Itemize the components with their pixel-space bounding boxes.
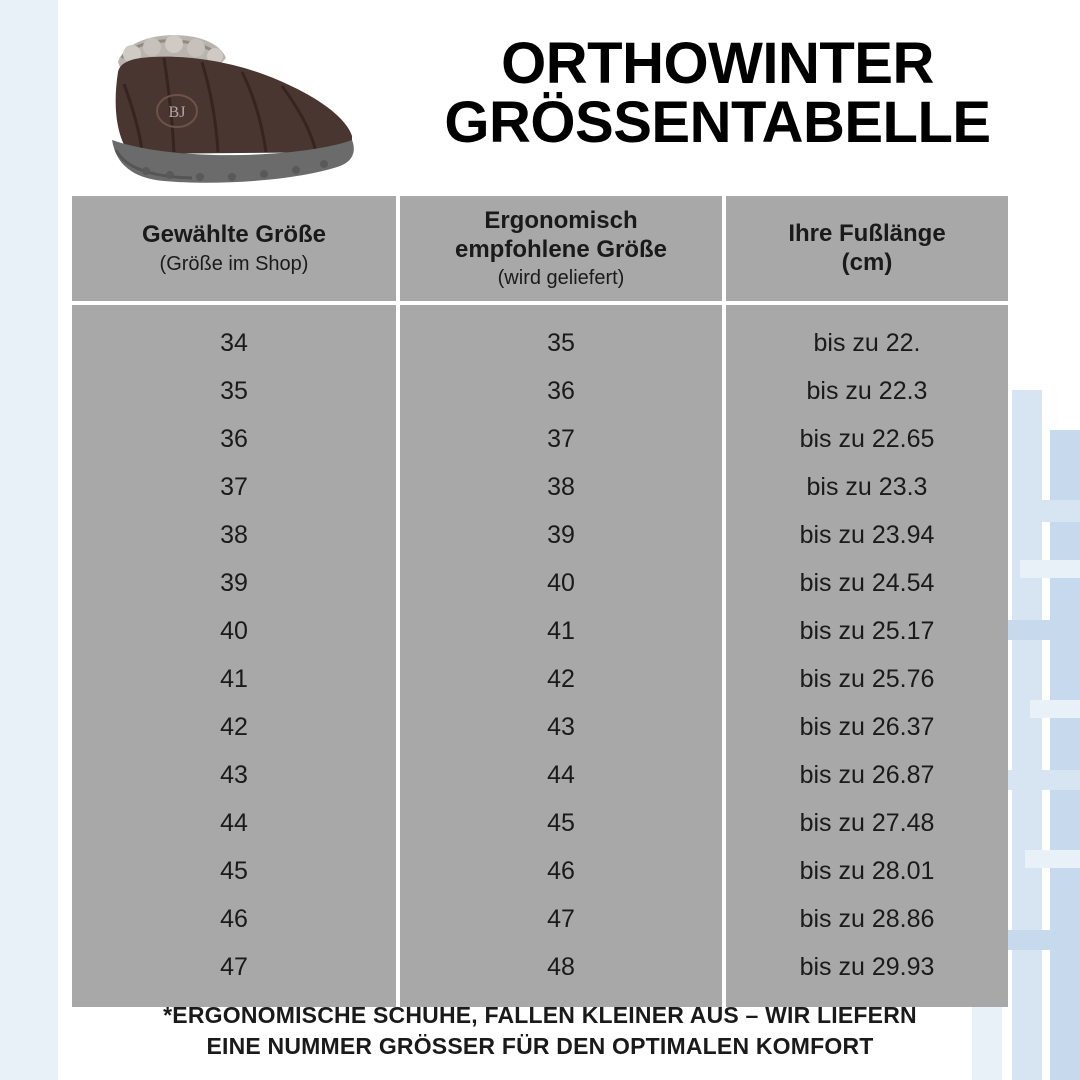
cell-foot-length: bis zu 26.87 [799, 761, 935, 789]
cell-foot-length: bis zu 22.3 [806, 377, 928, 405]
size-table [72, 196, 1008, 1007]
cell-shop-size: 34 [220, 329, 248, 357]
column-header-main-line2: empfohlene Größe [454, 235, 668, 263]
table-header-row [72, 196, 1008, 301]
column-header-sub: (wird geliefert) [497, 266, 625, 289]
cell-shop-size: 46 [220, 905, 248, 933]
cell-shop-size: 43 [220, 761, 248, 789]
column-header-recommended-size [398, 196, 724, 301]
cell-foot-length: bis zu 23.94 [799, 521, 935, 549]
cell-shop-size: 38 [220, 521, 248, 549]
cell-foot-length: bis zu 22.65 [799, 425, 935, 453]
cell-shop-size: 47 [220, 953, 248, 981]
column-delivered-sizes [398, 305, 724, 1007]
shop-size-list [72, 305, 396, 1007]
svg-text:BJ: BJ [168, 104, 186, 121]
page-header [0, 0, 1080, 196]
footer-note [0, 1000, 1080, 1062]
column-header-sub-unit: (cm) [841, 248, 893, 276]
cell-foot-length: bis zu 23.3 [806, 473, 928, 501]
cell-delivered-size: 48 [547, 953, 575, 981]
cell-delivered-size: 39 [547, 521, 575, 549]
column-header-foot-length [724, 196, 1008, 301]
title-line-2: GRÖSSENTABELLE [444, 90, 991, 156]
cell-delivered-size: 36 [547, 377, 575, 405]
column-foot-lengths [724, 305, 1008, 1007]
cell-delivered-size: 35 [547, 329, 575, 357]
cell-delivered-size: 47 [547, 905, 575, 933]
cell-delivered-size: 46 [547, 857, 575, 885]
cell-foot-length: bis zu 22. [813, 329, 921, 357]
column-header-main-line1: Ergonomisch [484, 207, 638, 235]
column-header-sub: (Größe im Shop) [159, 252, 309, 275]
cell-delivered-size: 44 [547, 761, 575, 789]
cell-delivered-size: 37 [547, 425, 575, 453]
cell-shop-size: 39 [220, 569, 248, 597]
cell-shop-size: 41 [220, 665, 248, 693]
cell-delivered-size: 43 [547, 713, 575, 741]
cell-foot-length: bis zu 28.86 [799, 905, 935, 933]
cell-foot-length: bis zu 25.76 [799, 665, 935, 693]
cell-foot-length: bis zu 28.01 [799, 857, 935, 885]
table-body-row [72, 305, 1008, 1007]
cell-shop-size: 36 [220, 425, 248, 453]
column-shop-sizes [72, 305, 398, 1007]
cell-shop-size: 37 [220, 473, 248, 501]
column-header-shop-size [72, 196, 398, 301]
foot-length-list [726, 305, 1008, 1007]
cell-shop-size: 42 [220, 713, 248, 741]
cell-foot-length: bis zu 25.17 [799, 617, 935, 645]
product-photo [60, 14, 360, 194]
column-header-main: Ihre Fußlänge [788, 220, 946, 248]
cell-foot-length: bis zu 26.37 [799, 713, 935, 741]
cell-shop-size: 44 [220, 809, 248, 837]
cell-delivered-size: 38 [547, 473, 575, 501]
title-line-1: ORTHOWINTER [501, 31, 934, 96]
cell-shop-size: 40 [220, 617, 248, 645]
cell-shop-size: 35 [220, 377, 248, 405]
cell-delivered-size: 42 [547, 665, 575, 693]
cell-delivered-size: 40 [547, 569, 575, 597]
footer-line-2: EINE NUMMER GRÖSSER FÜR DEN OPTIMALEN KOMFORT [206, 1033, 874, 1060]
delivered-size-list [400, 305, 722, 1007]
cell-foot-length: bis zu 24.54 [799, 569, 935, 597]
page-title [395, 31, 1040, 156]
cell-foot-length: bis zu 29.93 [799, 953, 935, 981]
cell-delivered-size: 41 [547, 617, 575, 645]
footer-line-1: *ERGONOMISCHE SCHUHE, FALLEN KLEINER AUS – WIR LIEFERN [163, 1002, 917, 1028]
cell-foot-length: bis zu 27.48 [799, 809, 935, 837]
cell-shop-size: 45 [220, 857, 248, 885]
cell-delivered-size: 45 [547, 809, 575, 837]
column-header-main: Gewählte Größe [141, 221, 327, 249]
